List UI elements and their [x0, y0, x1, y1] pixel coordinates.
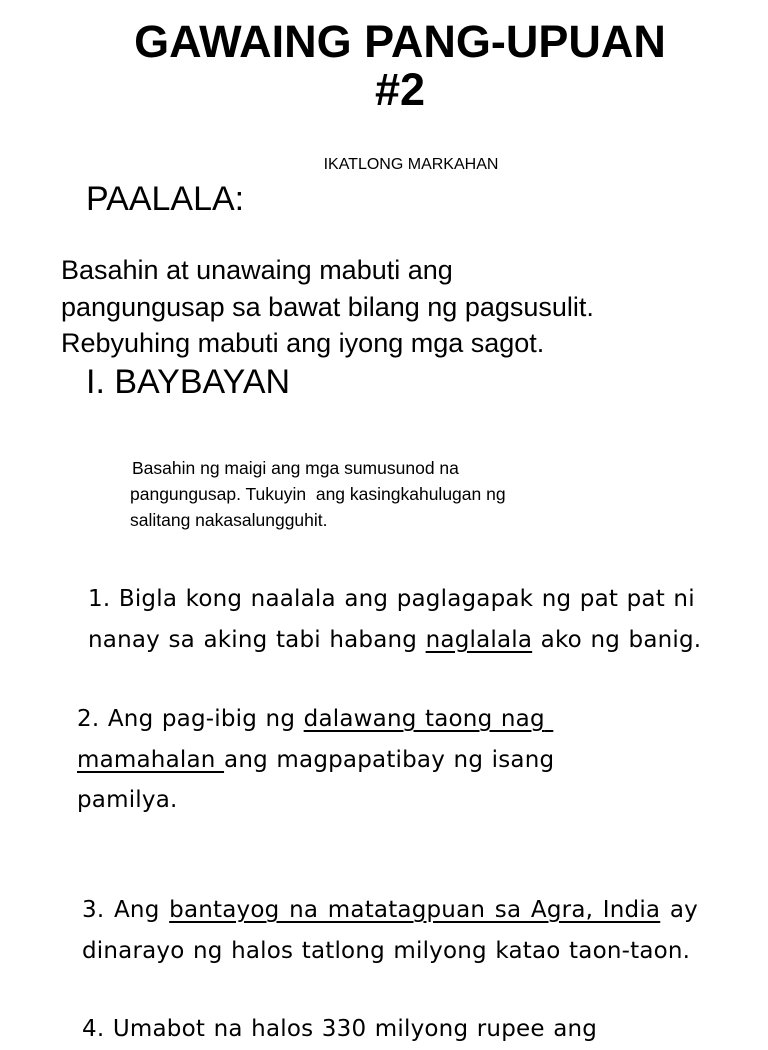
reminder-line-2: pangungusap sa bawat bilang ng pagsusulit.: [61, 291, 594, 322]
question-item-4-partial: 4. Umabot na halos 330 milyong rupee ang: [82, 1016, 598, 1042]
section-heading: I. BAYBAYAN: [86, 363, 291, 401]
question-2-underlined-word: dalawang taong nag mamahalan: [77, 706, 554, 773]
question-1-text-after: ako ng banig.: [532, 626, 702, 653]
question-1-text-before: 1. Bigla kong naalala ang paglagapak ng pat pat ni nanay sa aking tabi habang: [88, 586, 695, 653]
question-item-2: [77, 699, 602, 821]
worksheet-title: [0, 18, 768, 114]
question-3-text-before: 3. Ang: [82, 897, 170, 923]
worksheet-title-line1: GAWAING PANG-UPUAN: [134, 16, 666, 67]
reminder-heading: PAALALA:: [86, 180, 245, 218]
reminder-line-1: Basahin at unawaing mabuti ang: [61, 255, 453, 285]
question-item-1: [88, 579, 713, 660]
reminder-line-3: Rebyuhing mabuti ang iyong mga sagot.: [61, 328, 545, 358]
question-2-text-before: 2. Ang pag-ibig ng: [77, 706, 304, 732]
question-1-underlined-word: naglalala: [425, 626, 533, 653]
section-directions: [130, 455, 630, 533]
directions-line-1: Basahin ng maigi ang mga sumusunod na: [132, 458, 459, 478]
question-3-text-after: ay dinarayo ng halos tatlong milyong katao taon-taon.: [82, 897, 698, 964]
question-item-3: [82, 890, 698, 971]
directions-line-3: salitang nakasalungguhit.: [130, 510, 328, 530]
directions-line-2: pangungusap. Tukuyin ang kasingkahulugan ng: [130, 484, 506, 504]
reminder-text: [61, 252, 751, 362]
question-2-text-after: ang magpapatibay ng isang pamilya.: [77, 746, 555, 813]
question-3-underlined-word: bantayog na matatagpuan sa Agra, India: [169, 897, 661, 923]
quarter-subtitle: IKATLONG MARKAHAN: [323, 156, 499, 173]
worksheet-title-line2: #2: [374, 64, 426, 115]
